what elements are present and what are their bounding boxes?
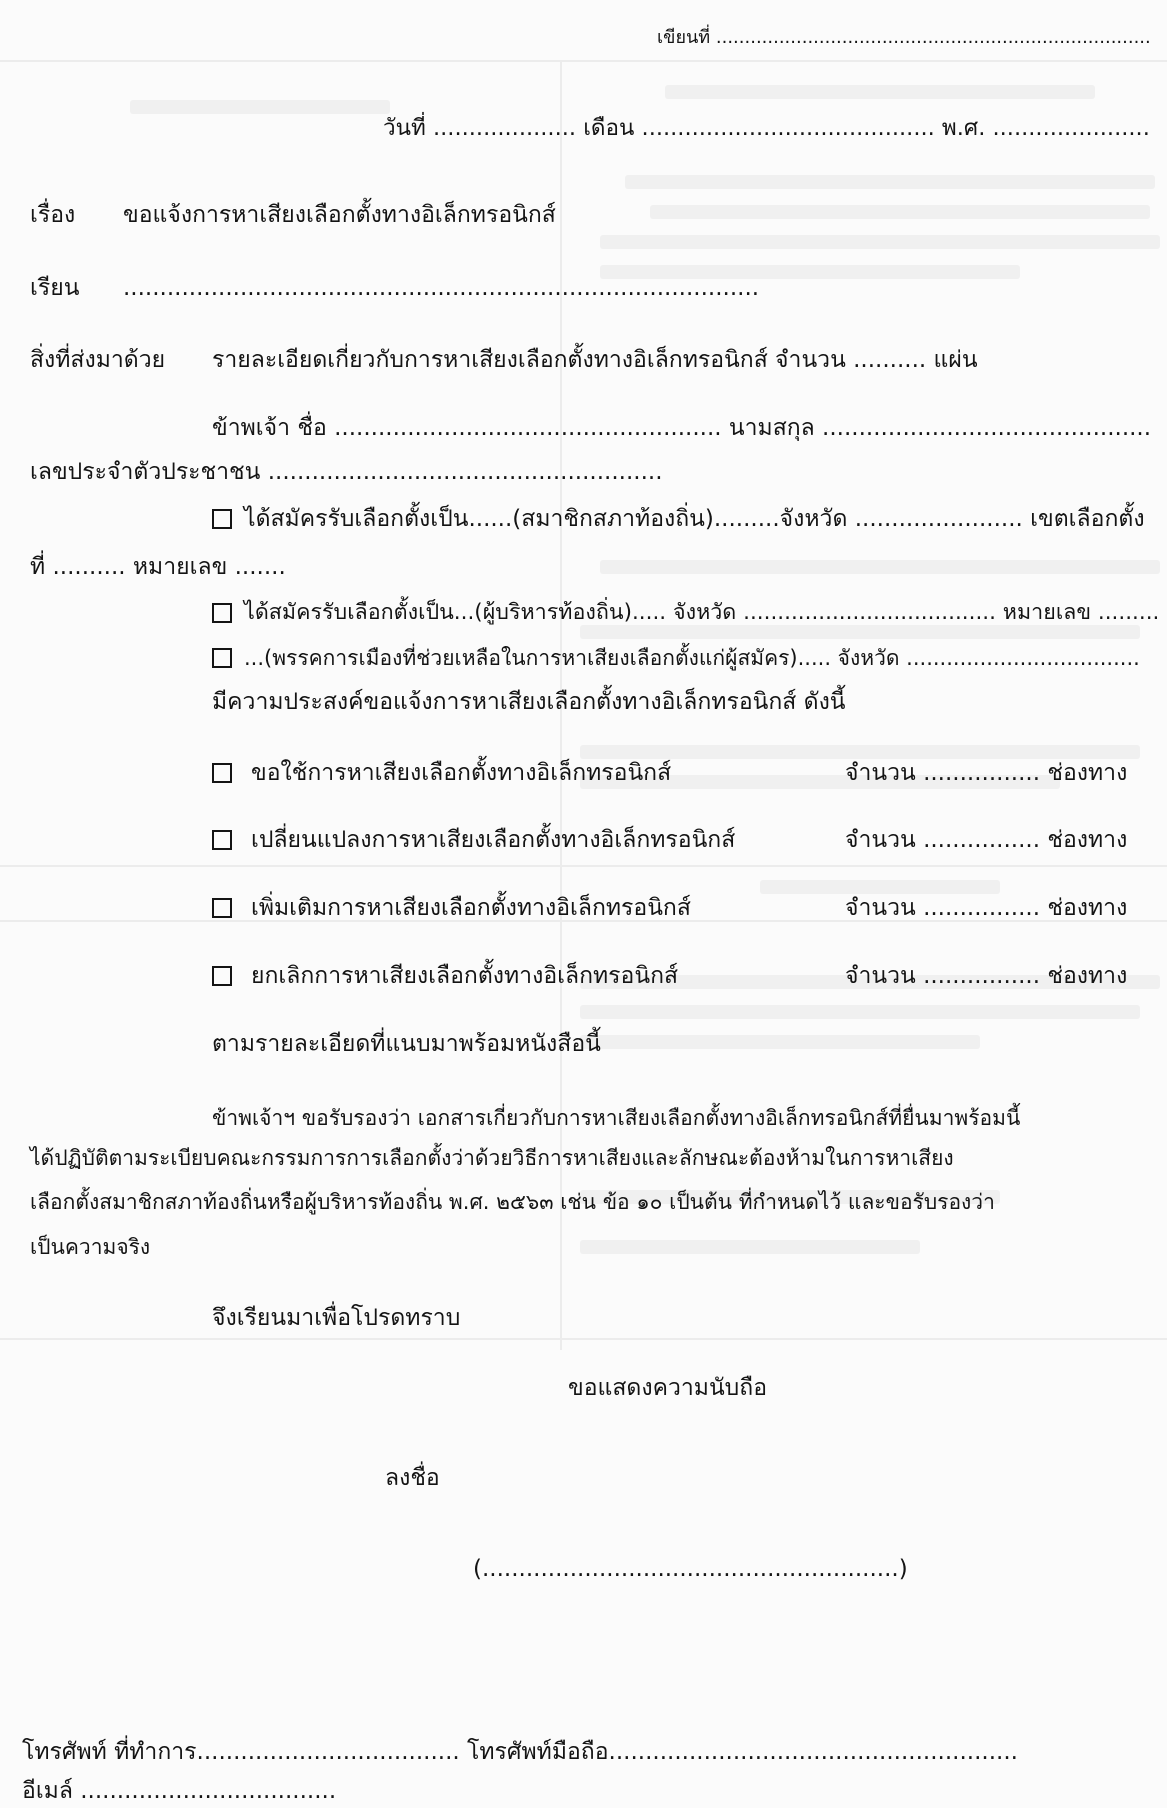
phone-line: โทรศัพท์ ที่ทำการ.................................... โทรศัพท์มือถือ........................................................ [22, 1739, 1018, 1765]
closing-regards: ขอแสดงความนับถือ [568, 1375, 768, 1401]
certification-line-2: ได้ปฏิบัติตามระเบียบคณะกรรมการการเลือกตั้งว่าด้วยวิธีการหาเสียงและลักษณะต้องห้ามในการหาเสียง [30, 1146, 954, 1170]
email-line: อีเมล์ ................................... [22, 1778, 337, 1804]
request-change-checkbox[interactable] [212, 830, 232, 850]
request-add-amount: จำนวน ................ ช่องทาง [845, 895, 1128, 921]
local-council-option-cont: ที่ .......... หมายเลข ....... [30, 554, 286, 580]
request-use-checkbox[interactable] [212, 763, 232, 783]
signature-label: ลงชื่อ [385, 1465, 440, 1491]
certification-line-1: ข้าพเจ้าฯ ขอรับรองว่า เอกสารเกี่ยวกับการหาเสียงเลือกตั้งทางอิเล็กทรอนิกส์ที่ยื่นมาพร้อมนี้ [212, 1106, 1021, 1130]
local-council-option: ได้สมัครรับเลือกตั้งเป็น......(สมาชิกสภาท้องถิ่น).........จังหวัด ....................... เขตเลือกตั้ง [244, 506, 1145, 532]
recipient-label: เรียน [30, 275, 80, 301]
date-field: วันที่ .................... เดือน ......................................... พ.ศ. ...................... [383, 115, 1150, 141]
details-note: ตามรายละเอียดที่แนบมาพร้อมหนังสือนี้ [212, 1031, 601, 1057]
request-cancel-label: ยกเลิกการหาเสียงเลือกตั้งทางอิเล็กทรอนิกส์ [251, 963, 679, 989]
applicant-name-line: ข้าพเจ้า ชื่อ ..................................................... นามสกุล ............................................. [212, 415, 1152, 441]
political-party-option: ...(พรรคการเมืองที่ช่วยเหลือในการหาเสียงเลือกตั้งแก่ผู้สมัคร)..... จังหวัด ................................... [244, 646, 1140, 670]
subject-label: เรื่อง [30, 202, 76, 228]
national-id-line: เลขประจำตัวประชาชน ...................................................... [30, 459, 663, 485]
request-change-label: เปลี่ยนแปลงการหาเสียงเลือกตั้งทางอิเล็กทรอนิกส์ [251, 827, 736, 853]
request-add-checkbox[interactable] [212, 898, 232, 918]
closing-inform: จึงเรียนมาเพื่อโปรดทราบ [212, 1305, 461, 1331]
request-change-amount: จำนวน ................ ช่องทาง [845, 827, 1128, 853]
political-party-checkbox[interactable] [212, 648, 232, 668]
attachment-label: สิ่งที่ส่งมาด้วย [30, 347, 166, 373]
request-cancel-amount: จำนวน ................ ช่องทาง [845, 963, 1128, 989]
intent-statement: มีความประสงค์ขอแจ้งการหาเสียงเลือกตั้งทางอิเล็กทรอนิกส์ ดังนี้ [212, 689, 846, 715]
local-council-checkbox[interactable] [212, 509, 232, 529]
request-cancel-checkbox[interactable] [212, 966, 232, 986]
request-add-label: เพิ่มเติมการหาเสียงเลือกตั้งทางอิเล็กทรอนิกส์ [251, 895, 691, 921]
request-use-label: ขอใช้การหาเสียงเลือกตั้งทางอิเล็กทรอนิกส์ [251, 760, 672, 786]
local-executive-option: ได้สมัครรับเลือกตั้งเป็น...(ผู้บริหารท้องถิ่น)..... จังหวัด ..................................... หมายเลข ......... [244, 600, 1160, 625]
recipient-value: ....................................................................................... [123, 275, 760, 301]
subject-value: ขอแจ้งการหาเสียงเลือกตั้งทางอิเล็กทรอนิกส์ [123, 202, 556, 228]
certification-line-3: เลือกตั้งสมาชิกสภาท้องถิ่นหรือผู้บริหารท้องถิ่น พ.ศ. ๒๕๖๓ เช่น ข้อ ๑๐ เป็นต้น ที่กำหนดไว้ และขอรับรองว่า [30, 1190, 995, 1214]
local-executive-checkbox[interactable] [212, 603, 232, 623]
certification-line-4: เป็นความจริง [30, 1235, 151, 1259]
signature-name-field: (.........................................................) [473, 1556, 908, 1582]
request-use-amount: จำนวน ................ ช่องทาง [845, 760, 1128, 786]
attachment-value: รายละเอียดเกี่ยวกับการหาเสียงเลือกตั้งทางอิเล็กทรอนิกส์ จำนวน .......... แผ่น [212, 347, 978, 373]
written-at-field: เขียนที่ ............................................................................ [657, 27, 1151, 48]
